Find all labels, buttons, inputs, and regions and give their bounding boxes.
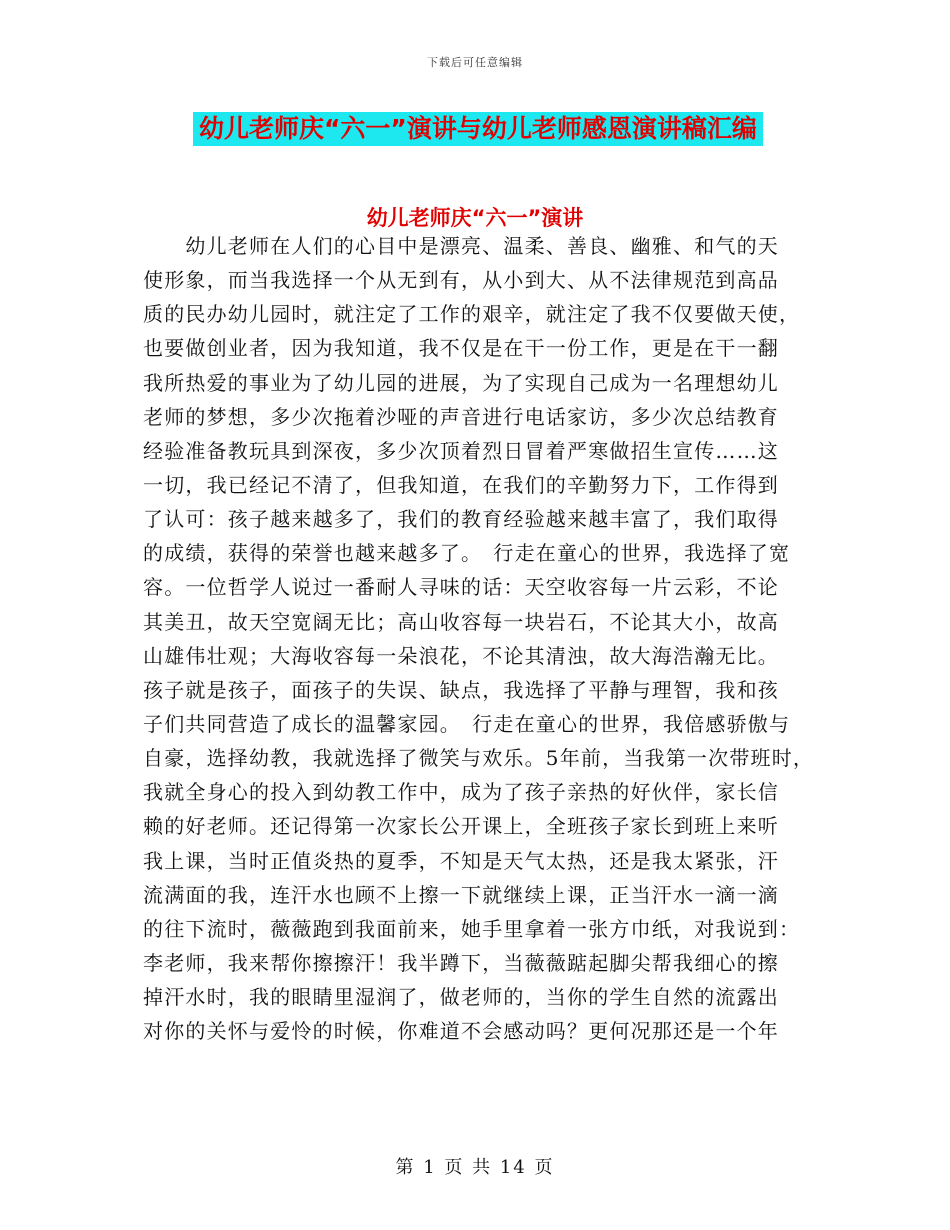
body-line: 掉汗水时，我的眼睛里湿润了，做老师的，当你的学生自然的流露出	[143, 985, 779, 1010]
body-line: 老师的梦想，多少次拖着沙哑的声音进行电话家访，多少次总结教育	[143, 404, 779, 429]
body-line: 使形象，而当我选择一个从无到有，从小到大、从不法律规范到高品	[143, 268, 779, 293]
section-title: 幼儿老师庆“六一”演讲	[366, 206, 584, 230]
body-line: 我就全身心的投入到幼教工作中，成为了孩子亲热的好伙伴，家长信	[143, 780, 779, 805]
body-line: 山雄伟壮观；大海收容每一朵浪花，不论其清浊，故大海浩瀚无比。	[143, 643, 779, 668]
body-line: 李老师，我来帮你擦擦汗！我半蹲下，当薇薇踮起脚尖帮我细心的擦	[143, 950, 779, 975]
body-line: 一切，我已经记不清了，但我知道，在我们的辛勤努力下，工作得到	[143, 472, 779, 497]
body-line: 的成绩，获得的荣誉也越来越多了。 行走在童心的世界，我选择了宽	[143, 541, 791, 566]
body-line: 对你的关怀与爱怜的时候，你难道不会感动吗？更何况那还是一个年	[143, 1019, 779, 1044]
body-line: 流满面的我，连汗水也顾不上擦一下就继续上课，正当汗水一滴一滴	[143, 882, 779, 907]
body-line: 我上课，当时正值炎热的夏季，不知是天气太热，还是我太紧张，汗	[143, 848, 779, 873]
body-line: 容。一位哲学人说过一番耐人寻味的话：天空收容每一片云彩，不论	[143, 575, 779, 600]
body-line: 的往下流时，薇薇跑到我面前来，她手里拿着一张方巾纸，对我说到：	[143, 916, 801, 941]
document-title: 幼儿老师庆“六一”演讲与幼儿老师感恩演讲稿汇编	[193, 112, 763, 146]
body-text	[143, 229, 823, 1048]
body-line: 也要做创业者，因为我知道，我不仅是在干一份工作，更是在干一翻	[143, 336, 779, 361]
body-line: 子们共同营造了成长的温馨家园。 行走在童心的世界，我倍感骄傲与	[143, 711, 791, 736]
body-line: 经验准备教玩具到深夜，多少次顶着烈日冒着严寒做招生宣传……这	[143, 438, 779, 463]
body-line: 孩子就是孩子，面孩子的失误、缺点，我选择了平静与理智，我和孩	[143, 677, 779, 702]
body-line: 赖的好老师。还记得第一次家长公开课上，全班孩子家长到班上来听	[143, 814, 779, 839]
body-line: 幼儿老师在人们的心目中是漂亮、温柔、善良、幽雅、和气的天	[143, 234, 779, 258]
page-number: 第 1 页 共 14 页	[395, 1157, 555, 1178]
body-line: 自豪，选择幼教，我就选择了微笑与欢乐。5年前，当我第一次带班时，	[143, 746, 815, 771]
body-line: 质的民办幼儿园时，就注定了工作的艰辛，就注定了我不仅要做天使，	[143, 302, 801, 327]
body-line: 我所热爱的事业为了幼儿园的进展，为了实现自己成为一名理想幼儿	[143, 370, 779, 395]
body-line: 了认可：孩子越来越多了，我们的教育经验越来越丰富了，我们取得	[143, 507, 779, 532]
body-line: 其美丑，故天空宽阔无比；高山收容每一块岩石，不论其大小，故高	[143, 609, 779, 634]
page-header-note: 下载后可任意编辑	[427, 56, 523, 69]
